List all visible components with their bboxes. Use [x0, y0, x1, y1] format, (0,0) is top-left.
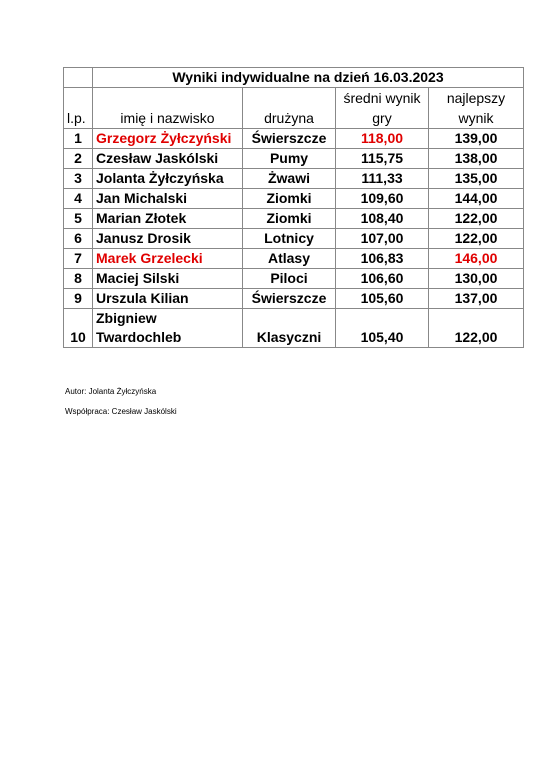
table-title: Wyniki indywidualne na dzień 16.03.2023: [93, 68, 524, 88]
table-row: [64, 169, 524, 189]
row-team: Ziomki: [243, 189, 336, 209]
header-average: [336, 88, 429, 129]
row-team: Żwawi: [243, 169, 336, 189]
row-team: Atlasy: [243, 249, 336, 269]
row-lp: 3: [64, 169, 93, 189]
row-lp: 10: [64, 309, 93, 348]
table-row: [64, 249, 524, 269]
author-note: Autor: Jolanta Żyłczyńska: [65, 387, 157, 396]
row-lp: 6: [64, 229, 93, 249]
row-best: 137,00: [429, 289, 524, 309]
row-average: 106,60: [336, 269, 429, 289]
row-lp: 1: [64, 129, 93, 149]
table-row: [64, 309, 524, 348]
row-name: Grzegorz Żyłczyński: [93, 129, 243, 149]
header-best-line1: najlepszy: [446, 90, 506, 106]
row-name-line1: Zbigniew: [96, 310, 157, 326]
row-name: Maciej Silski: [93, 269, 243, 289]
row-team: Pumy: [243, 149, 336, 169]
row-best: 144,00: [429, 189, 524, 209]
row-name-line2: Twardochleb: [96, 329, 182, 345]
table-row: [64, 209, 524, 229]
empty-corner-cell: [64, 68, 93, 88]
row-best: 146,00: [429, 249, 524, 269]
row-lp: 4: [64, 189, 93, 209]
row-best: 138,00: [429, 149, 524, 169]
row-team: Ziomki: [243, 209, 336, 229]
row-name: Urszula Kilian: [93, 289, 243, 309]
row-average: 105,60: [336, 289, 429, 309]
results-table: [63, 67, 524, 348]
row-average: 109,60: [336, 189, 429, 209]
row-average: 115,75: [336, 149, 429, 169]
row-team: Piloci: [243, 269, 336, 289]
row-best: 139,00: [429, 129, 524, 149]
header-team: drużyna: [243, 88, 336, 129]
row-lp: 8: [64, 269, 93, 289]
table-row: [64, 189, 524, 209]
table-row: [64, 269, 524, 289]
row-average: 107,00: [336, 229, 429, 249]
row-name: Janusz Drosik: [93, 229, 243, 249]
header-average-line2: gry: [372, 110, 392, 126]
cooperation-note: Współpraca: Czesław Jaskólski: [65, 407, 177, 416]
row-name: Marian Złotek: [93, 209, 243, 229]
header-name: imię i nazwisko: [93, 88, 243, 129]
row-best: 122,00: [429, 229, 524, 249]
table-row: [64, 229, 524, 249]
row-best: 122,00: [429, 309, 524, 348]
title-row: [64, 68, 524, 88]
row-average: 111,33: [336, 169, 429, 189]
header-best: [429, 88, 524, 129]
header-best-line2: wynik: [458, 110, 494, 126]
row-best: 130,00: [429, 269, 524, 289]
row-lp: 9: [64, 289, 93, 309]
row-name: [93, 309, 243, 348]
row-lp: 2: [64, 149, 93, 169]
header-average-line1: średni wynik: [343, 90, 421, 106]
table-row: [64, 149, 524, 169]
table-row: [64, 129, 524, 149]
row-lp: 5: [64, 209, 93, 229]
row-team: Lotnicy: [243, 229, 336, 249]
row-best: 122,00: [429, 209, 524, 229]
row-average: 105,40: [336, 309, 429, 348]
row-name: Jan Michalski: [93, 189, 243, 209]
row-name: Jolanta Żyłczyńska: [93, 169, 243, 189]
row-average: 106,83: [336, 249, 429, 269]
header-lp: l.p.: [64, 88, 93, 129]
row-name: Marek Grzelecki: [93, 249, 243, 269]
row-team: Świerszcze: [243, 289, 336, 309]
row-team: Klasyczni: [243, 309, 336, 348]
row-lp: 7: [64, 249, 93, 269]
row-average: 118,00: [336, 129, 429, 149]
header-row: [64, 88, 524, 129]
table-row: [64, 289, 524, 309]
row-best: 135,00: [429, 169, 524, 189]
row-average: 108,40: [336, 209, 429, 229]
row-team: Świerszcze: [243, 129, 336, 149]
row-name: Czesław Jaskólski: [93, 149, 243, 169]
